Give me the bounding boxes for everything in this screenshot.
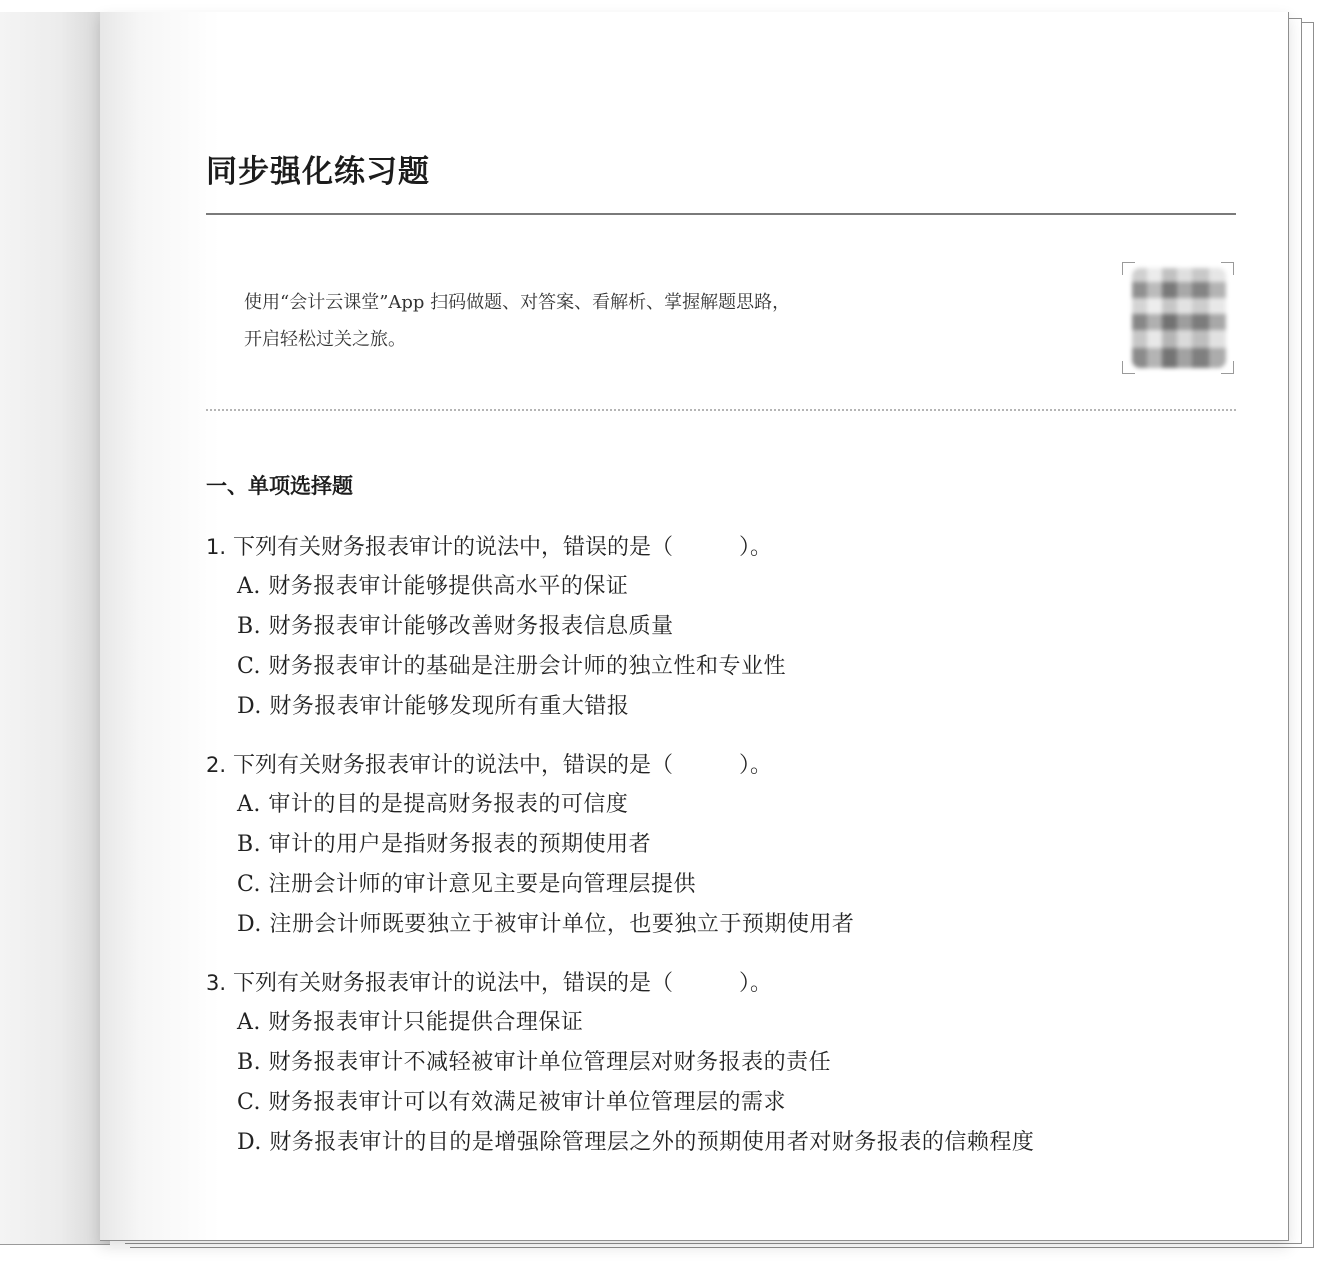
- question-stem: [206, 751, 1236, 779]
- question-number: 3.: [206, 971, 227, 995]
- qr-code-blurred: [1132, 268, 1226, 368]
- question-number: 2.: [206, 753, 227, 777]
- intro-line: 使用“会计云课堂”App 扫码做题、对答案、看解析、掌握解题思路，: [244, 292, 791, 313]
- right-page: [100, 12, 1289, 1241]
- intro-text: [244, 284, 790, 358]
- option-a: A. 财务报表审计只能提供合理保证: [237, 1010, 584, 1035]
- option-c: C. 财务报表审计可以有效满足被审计单位管理层的需求: [237, 1090, 787, 1115]
- dotted-divider: [206, 409, 1236, 411]
- question-2: [206, 751, 1236, 939]
- option-d: D. 注册会计师既要独立于被审计单位，也要独立于预期使用者: [237, 912, 855, 937]
- option-a: A. 财务报表审计能够提供高水平的保证: [237, 574, 629, 599]
- option-d: D. 财务报表审计能够发现所有重大错报: [237, 694, 630, 719]
- question-text: 下列有关财务报表审计的说法中，错误的是（ ）。: [233, 753, 773, 778]
- left-page-gutter: [0, 12, 110, 1245]
- option-b: B. 审计的用户是指财务报表的预期使用者: [237, 832, 652, 857]
- title-divider: [206, 213, 1236, 215]
- qr-code-icon[interactable]: [1122, 262, 1234, 374]
- option-a: A. 审计的目的是提高财务报表的可信度: [237, 792, 629, 817]
- question-number: 1.: [206, 535, 227, 559]
- option-c: C. 注册会计师的审计意见主要是向管理层提供: [237, 872, 697, 897]
- option-c: C. 财务报表审计的基础是注册会计师的独立性和专业性: [237, 654, 787, 679]
- option-d: D. 财务报表审计的目的是增强除管理层之外的预期使用者对财务报表的信赖程度: [237, 1130, 1035, 1155]
- option-b: B. 财务报表审计不减轻被审计单位管理层对财务报表的责任: [237, 1050, 832, 1075]
- question-text: 下列有关财务报表审计的说法中，错误的是（ ）。: [233, 535, 773, 560]
- intro-line: 开启轻松过关之旅。: [244, 329, 406, 350]
- question-text: 下列有关财务报表审计的说法中，错误的是（ ）。: [233, 971, 773, 996]
- section-title: 同步强化练习题: [206, 154, 430, 190]
- question-1: [206, 533, 1236, 721]
- part-title: 一、单项选择题: [206, 474, 353, 498]
- question-stem: [206, 969, 1236, 997]
- question-3: [206, 969, 1236, 1157]
- option-b: B. 财务报表审计能够改善财务报表信息质量: [237, 614, 674, 639]
- question-stem: [206, 533, 1236, 561]
